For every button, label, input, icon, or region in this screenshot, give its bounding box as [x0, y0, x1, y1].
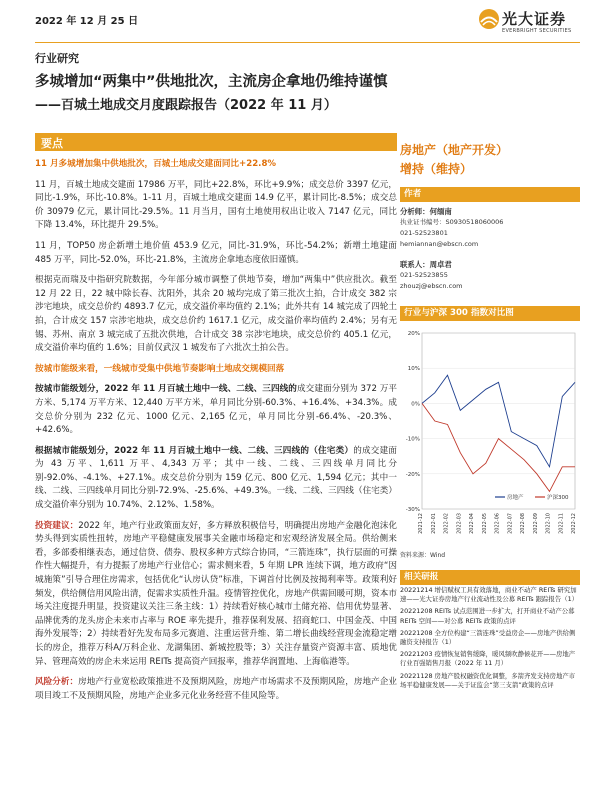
chart-source: 资料来源：Wind [400, 552, 446, 559]
series-line-csi300 [422, 403, 575, 491]
plot-frame [422, 333, 575, 509]
analyst-phone: 021-52523801 [400, 229, 448, 237]
related-report-item[interactable]: 20221208 REITs 试点范围进一步扩大，打开商业不动产公募 REITs 空间——对公募 REITs 政策的点评 [400, 607, 575, 625]
paragraph-lead: 按城市能级划分，2022 年 11 月百城土地中一线、二线、三四线的 [35, 384, 297, 395]
paragraph-lead: 风险分析： [35, 677, 79, 688]
report-subtitle: ——百城土地成交月度跟踪报告（2022 年 11 月） [35, 98, 337, 113]
y-tick-label: -30% [405, 507, 420, 513]
x-tick-label: 2022-06 [494, 513, 501, 534]
analyst-name: 分析师：何缅南 [400, 207, 452, 216]
contact-phone: 021-52523855 [400, 271, 448, 279]
section-heading: 按城市能级来看，一线城市受集中供地节奏影响土地成交规模回落 [35, 363, 285, 374]
x-tick-label: 2022-11 [558, 513, 565, 534]
x-tick-label: 2021-12 [418, 513, 424, 534]
paragraph-text: 成交建面分别为 372 万平方米、5,174 万平方米、12,440 万平方米，单月同比分别-60.3%、+16.4%、+34.3%。成交总价分别为 232 亿元、1000 亿元、2,165 亿元，单月同比分别-66.4%、-20.3%、+42.6%。 [35, 384, 397, 436]
paragraph [35, 383, 397, 437]
series-line-real-estate [422, 375, 575, 467]
report-category: 行业研究 [35, 52, 79, 65]
report-date: 2022 年 12 月 25 日 [35, 16, 139, 27]
related-header: 相关研报 [400, 570, 580, 585]
x-tick-label: 2022-02 [443, 513, 450, 534]
analyst-email: hemiannan@ebscn.com [400, 240, 479, 248]
paragraph [35, 520, 397, 670]
related-reports [400, 586, 580, 693]
x-tick-label: 2022-03 [456, 513, 463, 534]
index-comparison-chart [400, 323, 580, 547]
section-heading: 11 月多城增加集中供地批次，百城土地成交建面同比+22.8% [35, 159, 277, 169]
y-tick-label: 10% [407, 366, 420, 373]
authors-block [400, 206, 580, 292]
paragraph-text: 房地产行业宽松政策推进不及预期风险，房地产市场需求不及预期风险，房地产企业项目竣工不及预期风险，房地产企业多元化业务经营不佳风险等。 [35, 677, 397, 701]
rating-block [400, 133, 580, 179]
x-tick-label: 2022-05 [481, 513, 488, 534]
x-tick-label: 2022-10 [545, 513, 552, 534]
chart-header: 行业与沪深 300 指数对比图 [400, 306, 580, 321]
paragraph: 11 月，百城土地成交建面 17986 万平，同比+22.8%，环比+9.9%；成交总价 3397 亿元，同比-1.9%，环比-10.8%。1-11 月，百城土地成交建面 14.9 亿平，累计同比-8.5%；成交总价 30979 亿元，累计同比-29.5%。11 月当月，国有土地使用权出让收入 7147 亿元，同比下降 13.4%，环比提升 29.5%。 [35, 179, 397, 231]
paragraph-text: 2022 年，地产行业政策面友好，多方释放积极信号，明确提出房地产金融化泡沫化势头得到实质性扭转，房地产平稳健康发展事关金融市场稳定和宏观经济发展全局。供给侧来看，多部委相继表态，通过信贷、债券、股权多种方式综合协同，“三箭连珠”，执行层面的可操作性大幅提升，有力提振了房地产行业信心；需求侧来看，5 年期 LPR 连续下调，地方政府“因城施策”引导合理住房需求，包括优化“认房认贷”标准，下调首付比例及按揭利率等。政策利好频发，供给侧信用风险出清，促需求实质性升温。疫情管控优化，房地产供需回暖可期，资本市场关注度提升明显，投资建议关注三条主线：1）持续看好核心城市土储充裕、信用优势显著、品牌优秀的龙头房企未来市占率与 ROE 率先提升，推荐保利发展、招商蛇口、中国金茂、中国海外发展等；2）持续看好先发布局多元赛道、注重运营升维、第二增长曲线经营现金流稳定增长的房企，推荐万科A/万科企业、龙湖集团、新城控股等；3）关注存量资产资源丰富、质地优异、管理高效的房企未来运用 REITs 提高资产回报率，推荐华润置地、上海临港等。 [35, 520, 397, 667]
main-body [35, 158, 397, 710]
paragraph-lead: 投资建议： [35, 520, 79, 531]
related-report-item[interactable]: 20221208 全方位构建“三箭连珠”受益房企——房地产供给侧融资支持报告（1） [400, 628, 576, 647]
x-tick-label: 2022-01 [430, 513, 437, 534]
analyst-cert: 执业证书编号：S0930518060006 [400, 218, 504, 226]
summary-label: 要点 [41, 137, 63, 150]
broker-logo [478, 6, 578, 42]
paragraph [35, 676, 397, 703]
contact-name: 联系人：周卓君 [400, 260, 452, 269]
y-tick-label: -20% [405, 471, 420, 478]
report-title: 多城增加“两集中”供地批次，主流房企拿地仍维持谨慎 [35, 74, 388, 90]
header-divider [35, 42, 580, 43]
sun-logo-icon [478, 8, 500, 30]
logo-name: 光大证券 [502, 10, 567, 28]
related-report-item[interactable]: 20221214 增信赋权工具有效落地，商业不动产 REITs 研究加速——光大证券房地产行业流动性及公募 REITs 跟踪报告（1） [400, 586, 579, 604]
paragraph: 根据克而瑞及中指研究院数据，今年部分城市调整了供地节奏，增加“两集中”供应批次。截至 12 月 22 日，22 城中除长春、沈阳外，其余 20 城均完成了第三批次土拍，合计成交 382 宗涉宅地块，成交总价约 4893.7 亿元，成交溢价率均值约 2.1%；此外共有 14 城完成了四轮土拍，合计成交 157 宗涉宅地块，成交总价约 1617.1 亿元，成交溢价率均值约 2.4%；另有无锡、苏州、南京 3 城完成了五批次供地，合计成交 38 宗涉宅地块，成交总价约 405.1 亿元，成交溢价率均值约 1.6%；目前仅武汉 1 城发布了六批次土拍公告。 [35, 275, 397, 354]
contact-email: zhouzj@ebscn.com [400, 282, 463, 290]
y-tick-label: -10% [405, 436, 420, 443]
x-tick-label: 2022-08 [520, 513, 526, 534]
paragraph: 11 月，TOP50 房企新增土地价值 453.9 亿元，同比-31.9%，环比-54.2%；新增土地建面 485 万平，同比-52.0%，环比-21.8%，主流房企拿地态度依旧谨慎。 [35, 240, 397, 265]
x-tick-label: 2022-09 [532, 513, 539, 534]
paragraph [35, 445, 397, 513]
x-tick-label: 2022-04 [469, 513, 475, 534]
x-tick-label: 2022-07 [507, 513, 514, 534]
rating: 增持（维持） [400, 162, 473, 176]
authors-header: 作者 [400, 187, 580, 202]
y-tick-label: 0% [411, 401, 420, 408]
related-report-item[interactable]: 20221128 房地产股权融资优化调整，多箭齐发支持房地产市场平稳健康发展——关于证监会“第三支箭”政策的点评 [400, 671, 576, 689]
paragraph-lead: 根据城市能级划分，2022 年 11 月百城土地中一线、二线、三四线的（住宅类） [35, 445, 354, 456]
sector-name: 房地产（地产开发） [400, 143, 509, 157]
paragraph-text: 的成交建面为 43 万平、1,611 万平、4,343 万平；其中一线、二线、三四线单月同比分别-92.0%、-4.1%、+27.1%。成交总价分别为 159 亿元、800 亿元、1,594 亿元；其中一线、二线、三四线单月同比分别-72.9%、-25.6%、+49.3%。一线、二线、三四线（住宅类）成交溢价率分别为 10.74%、2.12%、1.58%。 [35, 445, 397, 511]
legend-label: 房地产 [507, 495, 524, 501]
x-tick-label: 2022-12 [571, 513, 577, 534]
related-report-item[interactable]: 20221203 疫情恢复销售缓降，暖风频吹静候花开——房地产行业百强销售月报（2022 年 11 月） [400, 650, 576, 668]
logo-subtitle: EVERBRIGHT SECURITIES [502, 28, 572, 34]
y-tick-label: 20% [407, 331, 420, 337]
summary-bar [35, 133, 397, 151]
legend-label: 沪深300 [547, 495, 569, 501]
